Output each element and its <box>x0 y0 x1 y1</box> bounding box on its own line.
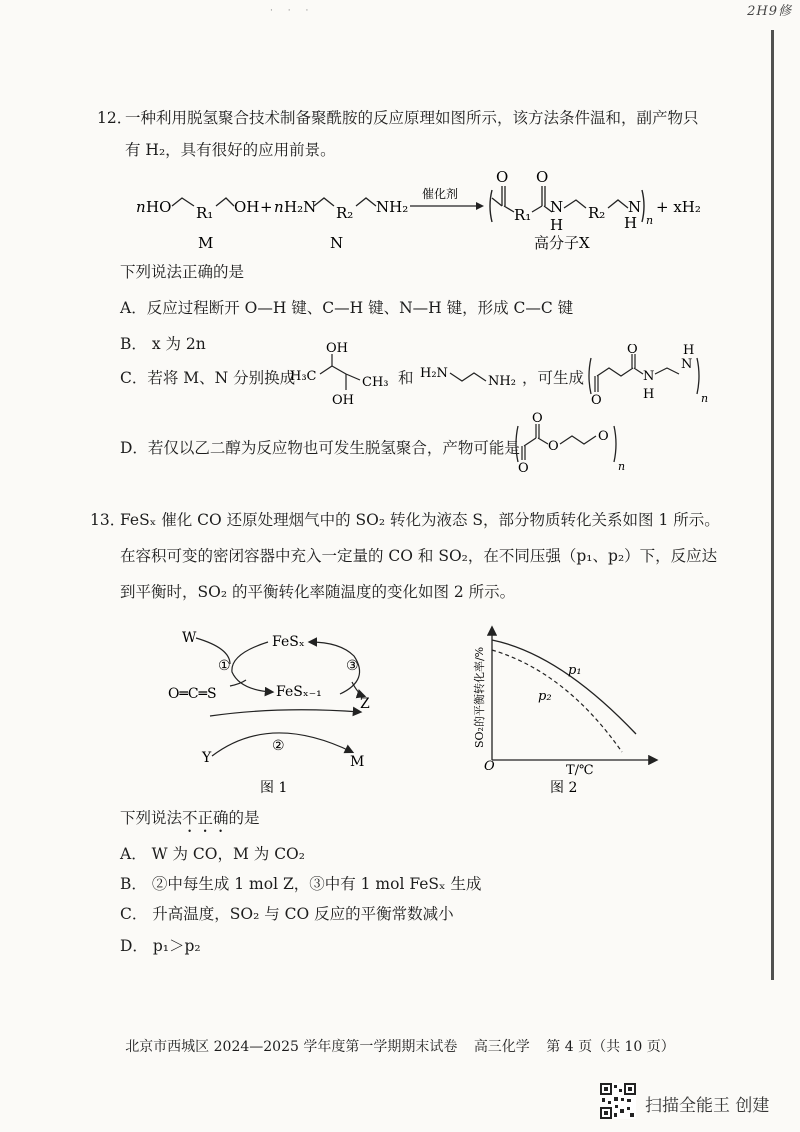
q13-option-d: D． p₁＞p₂ <box>120 937 201 955</box>
q12-option-c-text: C．若将 M、N 分别换成 <box>120 369 296 387</box>
product-subscript-n: n <box>646 214 654 227</box>
cpoly-o1: O <box>591 393 602 408</box>
reactant2-chain-left <box>314 198 334 206</box>
reactant2-h2n: H₂N <box>284 198 317 216</box>
fig1-z: Z <box>360 696 370 712</box>
reactant2-r2: R₂ <box>336 204 354 222</box>
product-h2: H <box>624 214 638 232</box>
fig1-arrow-ocs-to-z <box>210 710 360 716</box>
fig1-m: M <box>350 754 365 770</box>
reactant1-ho: HO <box>146 198 172 216</box>
product-r1: R₁ <box>514 206 532 224</box>
q13-option-b: B． ②中每生成 1 mol Z，③中有 1 mol FeSₓ 生成 <box>120 875 482 893</box>
q13-option-a: A． W 为 CO，M 为 CO₂ <box>120 845 305 863</box>
fig2-ylabel: SO₂的平衡转化率/% <box>473 646 486 748</box>
fig1-step1: ① <box>218 658 231 674</box>
q13-prompt <box>120 808 260 836</box>
reaction-arrow-head <box>476 202 484 210</box>
reactant2-coef: n <box>274 198 284 216</box>
q12-option-d-polymer <box>510 412 660 472</box>
q12-number: 12． <box>97 109 133 127</box>
fig1-caption: 图 1 <box>260 780 288 796</box>
q13-figure1-cycle <box>160 620 400 800</box>
q12-prompt: 下列说法正确的是 <box>120 263 245 281</box>
q12-stem-line1: 一种利用脱氢聚合技术制备聚酰胺的反应原理如图所示，该方法条件温和，副产物只 <box>125 109 699 127</box>
q12-option-d-text: D．若仅以乙二醇为反应物也可发生脱氢聚合，产物可能是 <box>120 439 520 457</box>
cpoly-h2: H <box>683 344 695 358</box>
product-n2: N <box>628 198 642 216</box>
footer-page: 第 4 页（共 10 页） <box>546 1039 675 1055</box>
fig1-w: W <box>182 630 197 646</box>
q12-stem-line2: 有 H₂，具有很好的应用前景。 <box>125 141 336 159</box>
q13-prompt-post: 的是 <box>228 809 260 827</box>
reactant1-coef: n <box>136 198 146 216</box>
cpoly-h1: H <box>643 387 655 402</box>
cpoly-n2: N <box>681 357 693 372</box>
plus-sign-1: + <box>260 198 273 216</box>
q12-option-c-post: ，可生成 <box>522 369 585 387</box>
cpoly-sub-n: n <box>701 392 709 405</box>
q13-figure2-chart <box>470 618 670 798</box>
reactant1-chain-right <box>216 198 234 206</box>
q13-option-c: C． 升高温度，SO₂ 与 CO 反应的平衡常数减小 <box>120 905 454 923</box>
reactant1-chain-left <box>172 198 194 206</box>
label-m: M <box>198 234 214 252</box>
fig1-fesx: FeSₓ <box>272 634 305 650</box>
fig2-curve-p1 <box>492 640 636 734</box>
label-polymer-x: 高分子X <box>534 234 590 252</box>
fig2-origin: O <box>484 759 495 774</box>
diol-oh1: OH <box>326 341 348 356</box>
fig1-y: Y <box>202 750 212 766</box>
scan-edge-line <box>771 30 774 980</box>
q13-number: 13． <box>90 511 126 529</box>
fig1-fesx1: FeSₓ₋₁ <box>276 684 322 700</box>
reactant1-oh: OH <box>234 198 260 216</box>
q12-reaction-scheme <box>130 168 730 258</box>
fig1-step3: ③ <box>346 658 359 674</box>
byproduct-h2: + xH₂ <box>656 198 701 216</box>
diol-ch3: CH₃ <box>362 375 389 390</box>
product-h1: H <box>550 216 564 234</box>
diol-h3c: H₃C <box>290 369 317 384</box>
dpoly-sub-n: n <box>618 460 626 472</box>
diol-oh2: OH <box>332 393 354 408</box>
q13-stem-line1: FeSₓ 催化 CO 还原处理烟气中的 SO₂ 转化为液态 S，部分物质转化关系如图 1 所示。 <box>120 511 720 529</box>
reactant1-r1: R₁ <box>196 204 214 222</box>
scanner-watermark: 扫描全能王 创建 <box>645 1096 770 1116</box>
footer-subject: 高三化学 <box>473 1039 530 1055</box>
product-bracket-left <box>490 190 492 222</box>
product-n1: N <box>550 198 564 216</box>
top-marks: · · · <box>270 6 315 16</box>
diamine-nh2: NH₂ <box>488 374 516 389</box>
q12-option-c-and: 和 <box>398 369 414 387</box>
reactant2-nh2: NH₂ <box>376 198 409 216</box>
reactant2-chain-right <box>356 198 376 206</box>
fig2-caption: 图 2 <box>550 780 578 796</box>
q13-prompt-pre: 下列说法 <box>120 809 183 827</box>
product-o1: O <box>496 168 509 186</box>
cpoly-n1: N <box>643 369 655 384</box>
catalyst-label: 催化剂 <box>422 187 459 201</box>
fig2-xlabel: T/℃ <box>566 763 594 778</box>
fig2-label-p1: p₁ <box>568 663 582 678</box>
label-n: N <box>330 234 344 252</box>
qr-code-icon <box>600 1083 636 1119</box>
fig2-label-p2: p₂ <box>538 689 552 704</box>
dpoly-o4: O <box>598 429 609 444</box>
fig1-ocs: O═C═S <box>168 686 217 702</box>
dpoly-o1: O <box>518 461 529 472</box>
q12-option-b: B． x 为 2n <box>120 335 206 353</box>
fig1-step2: ② <box>272 738 285 754</box>
q13-prompt-emphasis: 不正确 <box>182 809 229 827</box>
corner-note: 2H9修 <box>747 4 792 19</box>
product-r2: R₂ <box>588 204 606 222</box>
q13-stem-line3: 到平衡时，SO₂ 的平衡转化率随温度的变化如图 2 所示。 <box>120 583 516 601</box>
dpoly-o2: O <box>532 412 543 426</box>
dpoly-o3: O <box>548 439 559 454</box>
product-o2: O <box>536 168 549 186</box>
cpoly-o2: O <box>627 344 638 357</box>
page-footer <box>0 1036 800 1056</box>
q12-option-c-polymer <box>585 344 715 408</box>
footer-school: 北京市西城区 2024—2025 学年度第一学期期末试卷 <box>125 1039 458 1055</box>
q13-stem-line2: 在容积可变的密闭容器中充入一定量的 CO 和 SO₂，在不同压强（p₁、p₂）下，反应达 <box>120 547 718 565</box>
product-bracket-right <box>642 190 644 222</box>
q12-option-c-diamine <box>420 355 530 395</box>
q12-option-c-diol <box>290 340 390 410</box>
diamine-h2n: H₂N <box>420 366 448 381</box>
q12-option-a: A．反应过程断开 O—H 键、C—H 键、N—H 键，形成 C—C 键 <box>120 299 574 317</box>
